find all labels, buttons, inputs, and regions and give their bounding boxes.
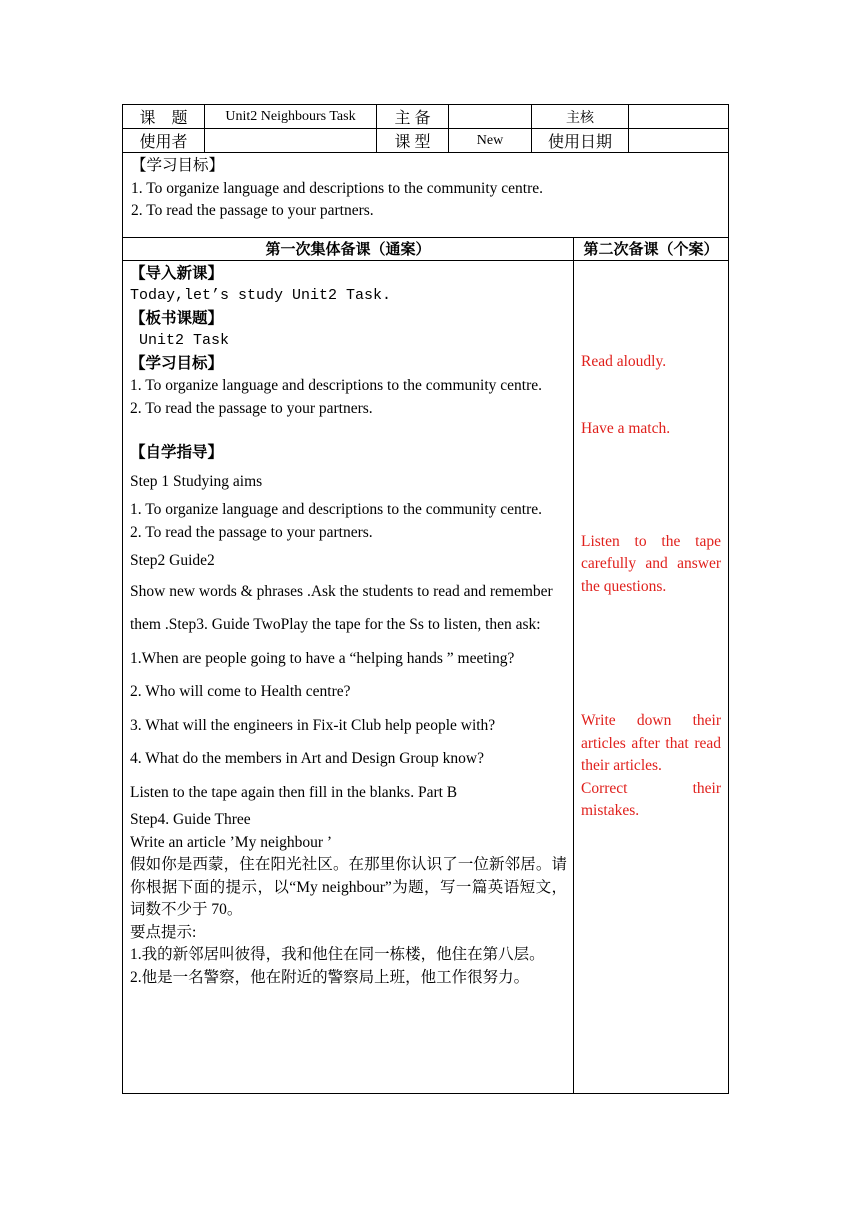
section-head-left: 第一次集体备课（通案）: [123, 237, 574, 260]
board-text: Unit2 Task: [130, 332, 230, 349]
note-listen: Listen to the tape carefully and answer the questions.: [581, 532, 721, 595]
prep-label: 主 备: [377, 105, 449, 129]
step-4: Step4. Guide Three: [130, 811, 251, 828]
group-plan-cell: [123, 260, 574, 1093]
goal-1: 1. To organize language and descriptions to the community centre.: [130, 377, 542, 394]
question-2: 2. Who will come to Health centre?: [130, 683, 351, 700]
header-row-2: [123, 129, 729, 153]
main-row: [123, 260, 729, 1093]
review-value: [629, 105, 729, 129]
note-write: Write down their articles after that read their articles.: [581, 712, 721, 774]
goals-row: [123, 153, 729, 238]
user-label: 使用者: [123, 129, 205, 153]
question-3: 3. What will the engineers in Fix-it Club help people with?: [130, 716, 496, 734]
intro-heading: 【导入新课】: [130, 264, 224, 282]
note-correct: Correct their mistakes.: [581, 779, 721, 819]
intro-text: Today,let’s study Unit2 Task.: [130, 287, 392, 304]
step-1: Step 1 Studying aims: [130, 472, 263, 490]
goals-item-2: 2. To read the passage to your partners.: [131, 202, 374, 219]
goals-heading: 【学习目标】: [131, 157, 225, 174]
question-1: 1.When are people going to have a “helping hands ” meeting?: [130, 649, 515, 667]
lesson-plan: [122, 104, 728, 1094]
prep-value: [449, 105, 532, 129]
point-1: 1.我的新邻居叫彼得，我和他住在同一栋楼，他住在第八层。: [130, 946, 545, 963]
goals-heading-2: 【学习目标】: [130, 354, 224, 372]
step1-goal-2: 2. To read the passage to your partners.: [130, 523, 373, 541]
listen-again: Listen to the tape again then fill in the blanks. Part B: [130, 783, 458, 801]
section-head-right: 第二次备课（个案）: [574, 237, 729, 260]
section-head-row: [123, 237, 729, 260]
type-label: 课 型: [377, 129, 449, 153]
step-2: Step2 Guide2: [130, 552, 215, 569]
points-heading: 要点提示:: [130, 923, 197, 941]
individual-plan-cell: [574, 260, 729, 1093]
show-words: Show new words & phrases .Ask the students to read and remember them .Step3. Guide TwoPlay the tape for the Ss to listen, then ask:: [130, 582, 553, 633]
note-read-aloud: Read aloudly.: [581, 352, 667, 370]
goal-2: 2. To read the passage to your partners.: [130, 399, 373, 417]
spacer: [130, 420, 567, 442]
question-4: 4. What do the members in Art and Design Group know?: [130, 750, 484, 767]
header-table: [122, 104, 729, 238]
main-table: [122, 237, 729, 1094]
lesson-label: 课 题: [123, 105, 205, 129]
user-value: [205, 129, 377, 153]
review-label: 主核: [532, 105, 629, 129]
note-match: Have a match.: [581, 420, 671, 437]
write-article: Write an article ’My neighbour ’: [130, 833, 333, 851]
lesson-value: Unit2 Neighbours Task: [205, 105, 377, 129]
goals-item-1: 1. To organize language and descriptions to the community centre.: [131, 179, 543, 197]
goals-cell: [123, 153, 729, 238]
board-heading: 【板书课题】: [130, 309, 224, 327]
writing-prompt: 假如你是西蒙，住在阳光社区。在那里你认识了一位新邻居。请你根据下面的提示，以“My neighbour”为题，写一篇英语短文，词数不少于 70。: [130, 856, 567, 918]
guide-heading: 【自学指导】: [130, 444, 224, 461]
step1-goal-1: 1. To organize language and descriptions to the community centre.: [130, 501, 542, 518]
type-value: New: [449, 129, 532, 153]
date-value: [629, 129, 729, 153]
header-row-1: [123, 105, 729, 129]
point-2: 2.他是一名警察，他在附近的警察局上班，他工作很努力。: [130, 968, 530, 986]
date-label: 使用日期: [532, 129, 629, 153]
